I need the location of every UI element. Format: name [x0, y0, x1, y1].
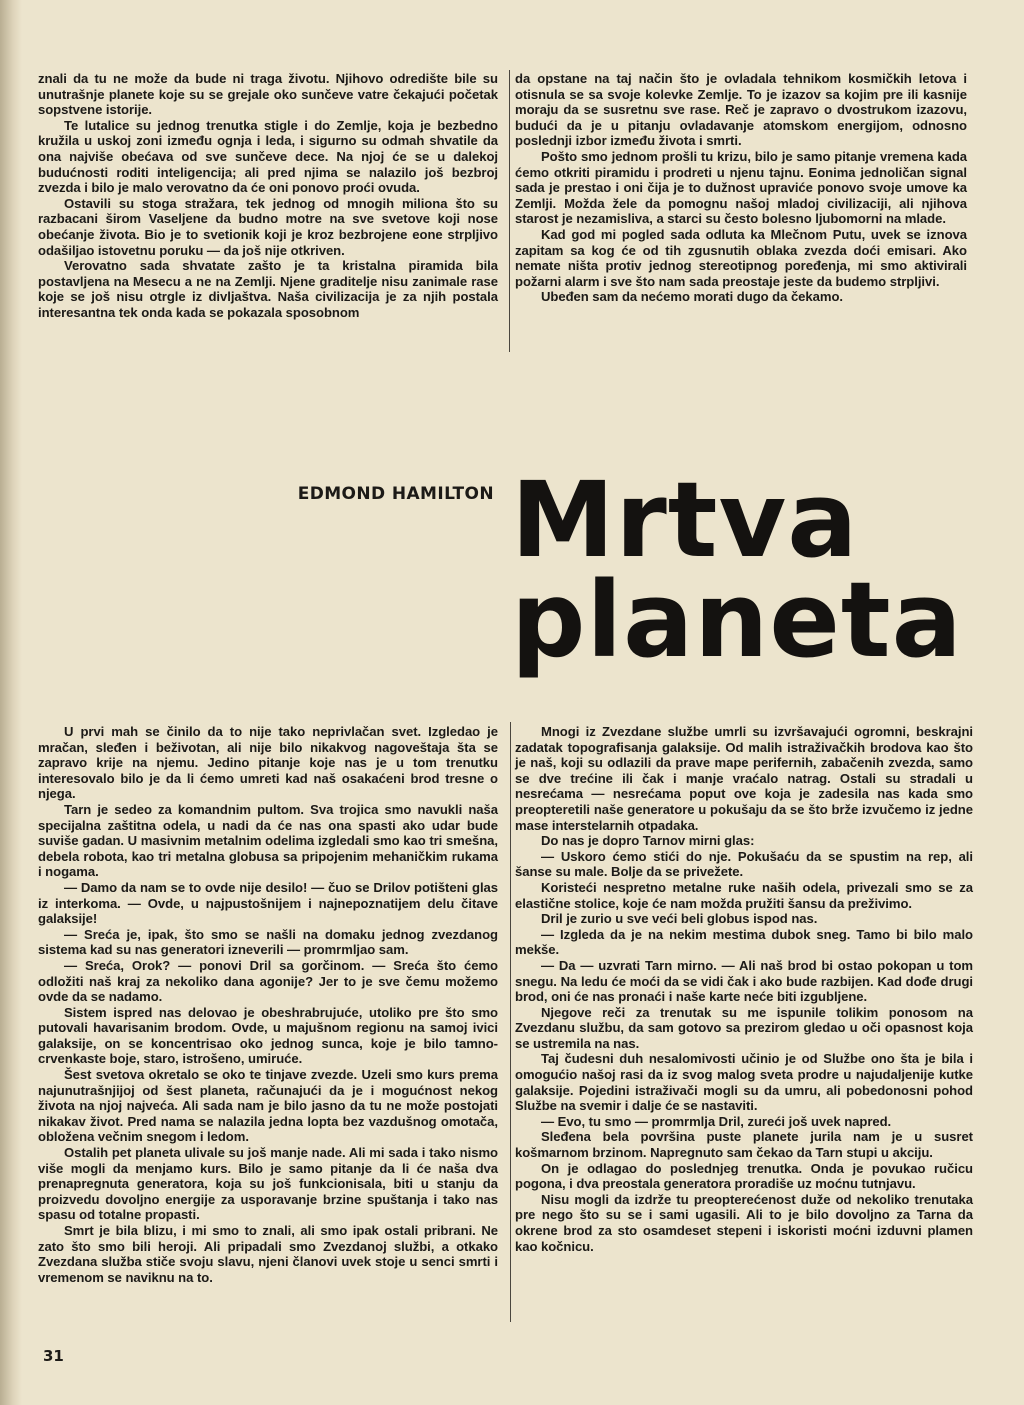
- text-column-bottom-right: [515, 724, 973, 1254]
- text-column-bottom-left: [38, 724, 498, 1285]
- paragraph: Ostavili su stoga stražara, tek jednog od mnogih miliona što su razbacani širom Vaseljene da budno motre na sve svetove koji nose obećanje života. Bio je to svetionik koji je kroz bezbrojene eone strpljivo odašiljao istovetnu poruku — da još nije otkriven.: [38, 195, 498, 258]
- paragraph: Njegove reči za trenutak su me ispunile tolikim ponosom na Zvezdanu službu, da sam gotovo sa prezirom gledao u oči opasnost koja se ustremila na nas.: [515, 1004, 973, 1051]
- paragraph: Verovatno sada shvatate zašto je ta kristalna piramida bila postavljena na Mesecu a ne na Zemlji. Njene graditelje nisu zanimale rase koje se još nisu otrgle iz divljaštva. Naša civilizacija je za njih postala interesantna tek onda kada se pokazala sposobnom: [38, 258, 498, 320]
- paragraph: Dril je zurio u sve veći beli globus ispod nas.: [541, 911, 818, 927]
- column-rule-top: [509, 70, 510, 352]
- paragraph: — Izgleda da je na nekim mestima dubok sneg. Tamo bi bilo malo mekše.: [515, 926, 973, 958]
- paragraph: Nisu mogli da izdrže tu preopterećenost duže od nekoliko trenutaka pre nego što su se i sami ugasili. Ali to je bilo dovoljno za Tarna da okrene brod za sto osamdeset stepeni i iskoristi moćni izduvni plamen kao kočnicu.: [515, 1191, 973, 1254]
- paragraph: Taj čudesni duh nesalomivosti učinio je od Službe ono šta je bila i omogućio našoj rasi da iz svog malog sveta prodre u najudaljenije kutke galaksije. Pojedini istraživači mogli su da umru, ali pobedonosni pohod Službe na svemir i dalje će se nastaviti.: [515, 1051, 973, 1114]
- text-column-top-left: [38, 71, 498, 321]
- author-name: EDMOND HAMILTON: [297, 484, 494, 504]
- paragraph: Pošto smo jednom prošli tu krizu, bilo je samo pitanje vremena kada ćemo otkriti piramidu i prodreti u njenu tajnu. Eonima jednoličan signal sada je prestao i oni čija je to dužnost upraviće ponovo svoje umove ka Zemlji. Možda žele da pomognu našoj mladoj civilizaciji, ali njihova starost je nezamisliva, a starci su često bolesno ljubomorni na mlade.: [515, 148, 967, 227]
- paragraph: U prvi mah se činilo da to nije tako neprivlačan svet. Izgledao je mračan, sleđen i beživotan, ali nije bilo nikakvog nagoveštaja šta se zapravo krije na njemu. Jedino pitanje koje nas je u tom trenutku interesovalo bilo je da li ćemo umreti kad naš osakaćeni brod tresne o njega.: [38, 724, 498, 802]
- paragraph: Sistem ispred nas delovao je obeshrabrujuće, utoliko pre što smo putovali havarisanim brodom. Ovde, u majušnom regionu na samoj ivici galaksije, on se koncentrisao oko jednog sunca, koje je bilo tamno-crvenkaste boje, staro, istrošeno, umiruće.: [38, 1004, 498, 1067]
- paragraph: — Da — uzvrati Tarn mirno. — Ali naš brod bi ostao pokopan u tom snegu. Na ledu će moći da se vidi čak i ako bude razbijen. Kad dođe drugi brod, oni će nas pronaći i naše karte neće biti izgubljene.: [515, 957, 973, 1005]
- page-binding-edge: [0, 0, 22, 1405]
- page-number: 31: [43, 1347, 64, 1365]
- column-rule-bottom: [510, 722, 511, 1322]
- paragraph: Ostalih pet planeta ulivale su još manje nade. Ali mi sada i tako nismo više mogli da menjamo kurs. Bilo je samo pitanje da li će naša dva prenapregnuta generatora, koja su još funkcionisala, biti u stanju da proizvedu dovoljno energije za usporavanje brzine spuštanja i tako nas spasu od totalne propasti.: [38, 1145, 498, 1223]
- paragraph: Koristeći nespretno metalne ruke naših odela, privezali smo se za elastične stolice, koje će nam možda pružiti šansu da preživimo.: [515, 879, 973, 911]
- story-title-line-2: planeta: [511, 559, 963, 681]
- paragraph: — Damo da nam se to ovde nije desilo! — čuo se Drilov potišteni glas iz interkoma. — Ovde, u najpustošnijem i najnepoznatijem delu čitave galaksije!: [38, 879, 498, 927]
- paragraph: Šest svetova okretalo se oko te tinjave zvezde. Uzeli smo kurs prema najunutrašnjijoj od šest planeta, računajući da je i mogućnost nekog života na njoj najveća. Ali sada nam je bilo jasno da tu ne može postojati nikakav život. Pred nama se nalazila jedna lopta bez vazdušnog omotača, obložena večnim snegom i ledom.: [38, 1067, 498, 1145]
- paragraph: Mnogi iz Zvezdane službe umrli su izvršavajući ogromni, beskrajni zadatak topografisanja galaksije. Od malih istraživačkih brodova kao što je naš, koji su odlazili da prave mape perifernih, zabačenih zvezda, samo se dve trećine ili čak i manje vraćalo natrag. Ostali su stradali u nesrećama — nesrećama poput ove koja je zadesila nas kada smo preopteretili naše generatore u pokušaju da se što brže izvučemo iz jedne mase interstelarnih otpadaka.: [515, 724, 973, 833]
- story-title: [511, 459, 1011, 681]
- paragraph: Sleđena bela površina puste planete jurila nam je u susret košmarnom brzinom. Napregnuto sam čekao da Tarn stupi u akciju.: [515, 1129, 973, 1161]
- paragraph: da opstane na taj način što je ovladala tehnikom kosmičkih letova i otisnula se sa svoje kolevke Zemlje. To je izazov sa kojim pre ili kasnije moraju da se susretnu sve rase. Reč je zapravo o dvostrukom izazovu, budući da je u pitanju ovladavanje atomskom energijom, odnosno poslednji izbor između života i smrti.: [515, 71, 967, 149]
- text-column-top-right: [515, 71, 967, 305]
- paragraph: — Uskoro ćemo stići do nje. Pokušaću da se spustim na rep, ali šanse su male. Bolje da se privežete.: [515, 848, 973, 880]
- paragraph: znali da tu ne može da bude ni traga životu. Njihovo odredište bile su unutrašnje planete koje su se grejale oko sunčeve vatre čekajući početak sopstvene istorije.: [38, 71, 498, 118]
- paragraph: Do nas je dopro Tarnov mirni glas:: [541, 833, 755, 849]
- story-title-line-1: Mrtva: [511, 459, 859, 581]
- paragraph: — Evo, tu smo — promrmlja Dril, zureći još uvek napred.: [541, 1113, 892, 1129]
- paragraph: Kad god mi pogled sada odluta ka Mlečnom Putu, uvek se iznova zapitam sa kog će od tih zgusnutih oblaka zvezda doći emisari. Ako nemate ništa protiv jednog stereotipnog poređenja, mi smo aktivirali požarni alarm i sve što nam sada preostaje jeste da budemo strpljivi.: [515, 226, 967, 289]
- paragraph: — Sreća je, ipak, što smo se našli na domaku jednog zvezdanog sistema kad su nas generatori izneverili — promrmljao sam.: [38, 926, 498, 958]
- paragraph: Te lutalice su jednog trenutka stigle i do Zemlje, koja je bezbedno kružila u uskoj zoni između ognja i leda, i sigurno su odmah shvatile da ona najviše obećava od sve sunčeve dece. Na njoj će se u dalekoj budućnosti roditi inteligencija; ali pred njima se nalazilo još bezbroj zvezda i bilo je malo verovatno da će oni ponovo proći ovuda.: [38, 117, 498, 196]
- paragraph: Ubeđen sam da nećemo morati dugo da čekamo.: [541, 289, 843, 305]
- paragraph: On je odlagao do poslednjeg trenutka. Onda je povukao ručicu pogona, i dva preostala generatora proradiše uz moćnu tutnjavu.: [515, 1160, 973, 1192]
- paragraph: — Sreća, Orok? — ponovi Dril sa gorčinom. — Sreća što ćemo odložiti naš kraj za nekoliko dana agonije? Jer to je sve čemu možemo ovde da se nadamo.: [38, 957, 498, 1005]
- paragraph: Smrt je bila blizu, i mi smo to znali, ali smo ipak ostali pribrani. Ne zato što smo bili heroji. Ali pripadali smo Zvezdanoj službi, a otkako Zvezdana služba stiče svoju slavu, njeni članovi uvek stoje u senci smrti i vremenom se naviknu na to.: [38, 1223, 498, 1285]
- paragraph: Tarn je sedeo za komandnim pultom. Sva trojica smo navukli naša specijalna zaštitna odela, u nadi da će nas ona spasti ako udar bude suviše gadan. U masivnim metalnim odelima izgledali smo kao tri smešna, debela robota, kao tri metalna globusa sa pripojenim mehaničkim rukama i nogama.: [38, 801, 498, 880]
